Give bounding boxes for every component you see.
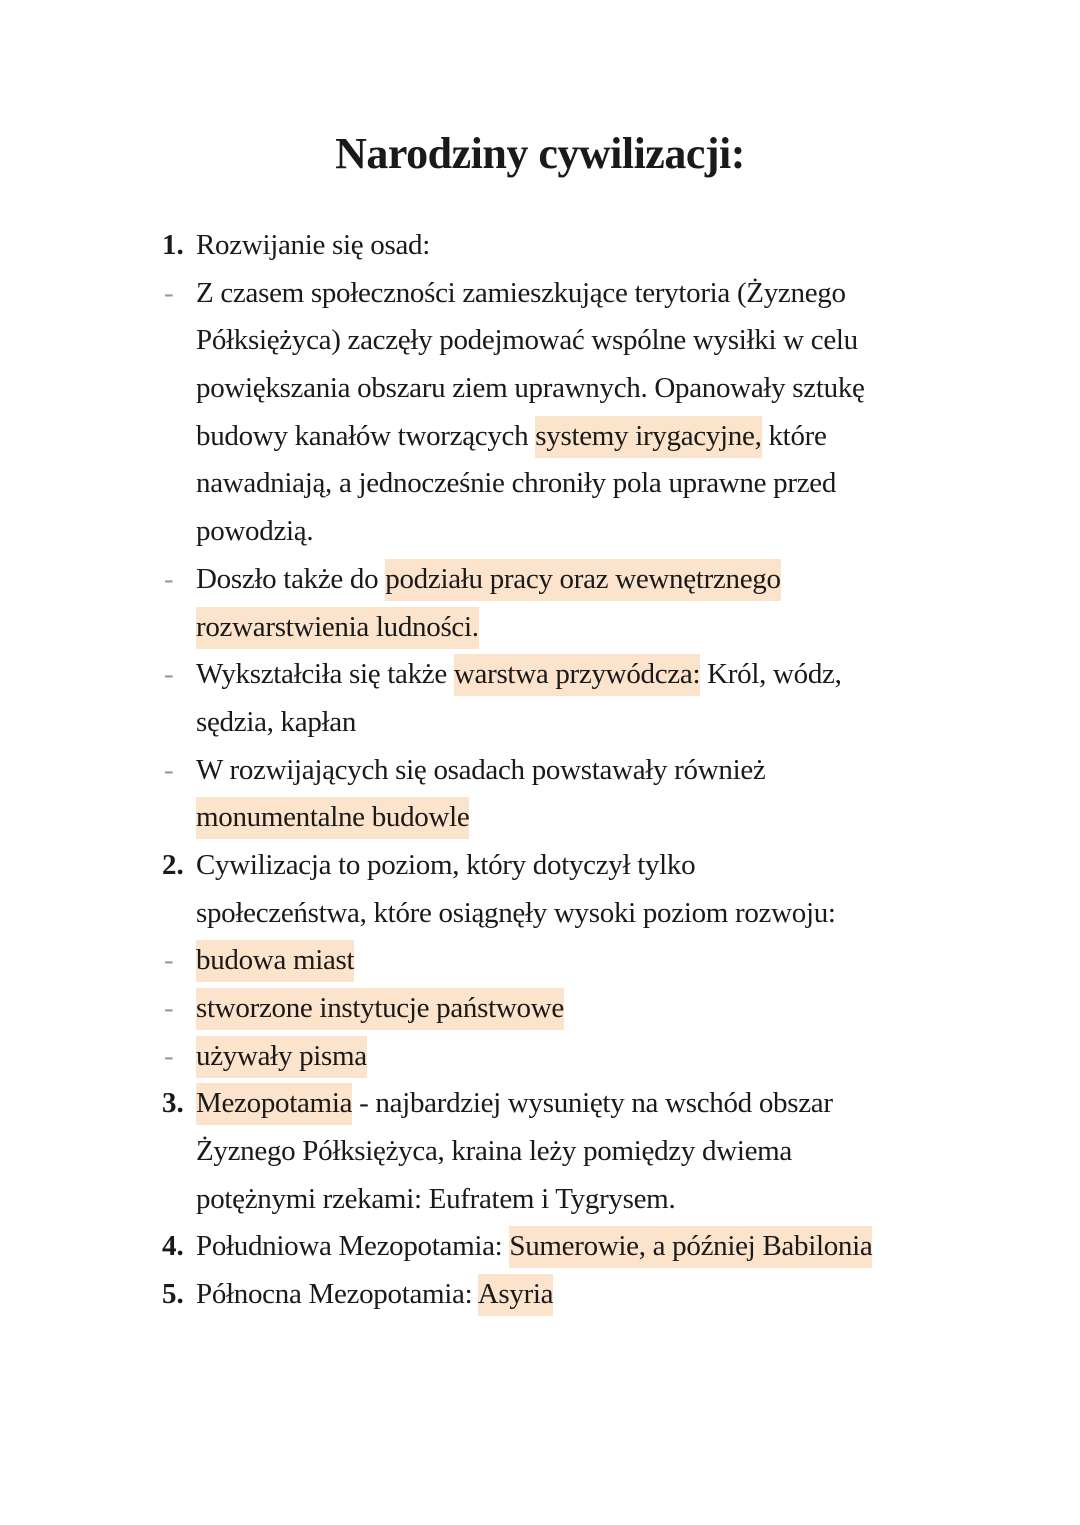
line-text bbox=[196, 270, 846, 318]
text-line bbox=[0, 842, 1080, 890]
highlighted-text: systemy irygacyjne, bbox=[535, 416, 761, 458]
line-text bbox=[196, 747, 765, 795]
bullet-dash: - bbox=[164, 1039, 174, 1072]
text-segment: które bbox=[761, 419, 827, 452]
text-line bbox=[0, 1033, 1080, 1081]
list-number: 4. bbox=[162, 1230, 184, 1263]
text-line bbox=[0, 1080, 1080, 1128]
text-line bbox=[0, 937, 1080, 985]
line-text bbox=[196, 1128, 792, 1176]
highlighted-text: rozwarstwienia ludności. bbox=[196, 607, 479, 649]
line-text bbox=[196, 365, 865, 413]
text-segment: Z czasem społeczności zamieszkujące terytoria (Żyznego bbox=[196, 276, 846, 309]
highlighted-text: Mezopotamia bbox=[196, 1083, 352, 1125]
text-segment: sędzia, kapłan bbox=[196, 705, 357, 738]
text-segment: W rozwijających się osadach powstawały również bbox=[196, 753, 766, 786]
line-text bbox=[196, 794, 469, 842]
text-line bbox=[0, 556, 1080, 604]
text-line bbox=[0, 1271, 1080, 1319]
text-line bbox=[0, 985, 1080, 1033]
line-text bbox=[196, 651, 842, 699]
text-line bbox=[0, 890, 1080, 938]
text-segment: Żyznego Półksiężyca, kraina leży pomiędzy dwiema bbox=[196, 1135, 792, 1168]
text-segment: społeczeństwa, które osiągnęły wysoki poziom rozwoju: bbox=[196, 896, 836, 929]
text-segment: powiększania obszaru ziem uprawnych. Opanowały sztukę bbox=[196, 372, 865, 405]
text-line bbox=[0, 365, 1080, 413]
line-text bbox=[196, 842, 695, 890]
highlighted-text: warstwa przywódcza: bbox=[454, 654, 700, 696]
text-line bbox=[0, 604, 1080, 652]
line-text bbox=[196, 604, 479, 652]
bullet-dash: - bbox=[164, 562, 174, 595]
text-segment: Doszło także do bbox=[196, 562, 386, 595]
line-text bbox=[196, 1223, 872, 1271]
text-line bbox=[0, 270, 1080, 318]
line-text bbox=[196, 890, 836, 938]
line-text bbox=[196, 937, 354, 985]
text-line bbox=[0, 317, 1080, 365]
bullet-dash: - bbox=[164, 658, 174, 691]
text-segment: Cywilizacja to poziom, który dotyczył tylko bbox=[196, 848, 696, 881]
list-number: 2. bbox=[162, 848, 184, 881]
line-text bbox=[196, 699, 356, 747]
highlighted-text: Asyria bbox=[478, 1274, 554, 1316]
line-text bbox=[196, 1271, 553, 1319]
text-segment: Półksiężyca) zaczęły podejmować wspólne wysiłki w celu bbox=[196, 324, 858, 357]
text-line bbox=[0, 1176, 1080, 1224]
text-segment: Południowa Mezopotamia: bbox=[196, 1230, 510, 1263]
line-text bbox=[196, 317, 858, 365]
line-text bbox=[196, 1176, 675, 1224]
line-text bbox=[196, 508, 313, 556]
highlighted-text: Sumerowie, a później Babilonia bbox=[509, 1226, 872, 1268]
highlighted-text: budowa miast bbox=[196, 940, 354, 982]
document-title: Narodziny cywilizacji: bbox=[335, 129, 745, 178]
text-line bbox=[0, 222, 1080, 270]
line-text bbox=[196, 413, 827, 461]
bullet-dash: - bbox=[164, 992, 174, 1024]
text-line bbox=[0, 747, 1080, 795]
text-segment: Król, wódz, bbox=[700, 658, 842, 691]
list-number: 5. bbox=[162, 1278, 184, 1311]
line-text bbox=[196, 460, 836, 508]
text-segment: nawadniają, a jednocześnie chroniły pola uprawne przed bbox=[196, 467, 837, 500]
bullet-dash: - bbox=[164, 944, 174, 977]
document-body bbox=[0, 222, 1080, 1319]
text-line bbox=[0, 1128, 1080, 1176]
line-text bbox=[196, 556, 781, 604]
list-number: 3. bbox=[162, 1087, 184, 1120]
text-line bbox=[0, 1223, 1080, 1271]
line-text bbox=[196, 1033, 367, 1081]
text-segment: budowy kanałów tworzących bbox=[196, 419, 536, 452]
bullet-dash: - bbox=[164, 276, 174, 309]
text-segment: Wykształciła się także bbox=[196, 658, 454, 691]
text-segment: potężnymi rzekami: Eufratem i Tygrysem. bbox=[196, 1182, 676, 1215]
text-line bbox=[0, 699, 1080, 747]
text-segment: Rozwijanie się osad: bbox=[196, 229, 431, 261]
text-line bbox=[0, 413, 1080, 461]
highlighted-text: podziału pracy oraz wewnętrznego bbox=[385, 559, 780, 601]
text-segment: - najbardziej wysunięty na wschód obszar bbox=[352, 1087, 833, 1120]
text-line bbox=[0, 651, 1080, 699]
line-text bbox=[196, 222, 430, 270]
text-line bbox=[0, 794, 1080, 842]
text-segment: Północna Mezopotamia: bbox=[196, 1278, 478, 1311]
bullet-dash: - bbox=[164, 753, 174, 786]
highlighted-text: używały pisma bbox=[196, 1036, 367, 1078]
line-text bbox=[196, 1080, 833, 1128]
list-number: 1. bbox=[162, 229, 184, 261]
line-text bbox=[196, 985, 564, 1033]
text-line bbox=[0, 508, 1080, 556]
highlighted-text: monumentalne budowle bbox=[196, 797, 469, 839]
highlighted-text: stworzone instytucje państwowe bbox=[196, 988, 564, 1030]
text-segment: powodzią. bbox=[196, 515, 314, 548]
text-line bbox=[0, 460, 1080, 508]
